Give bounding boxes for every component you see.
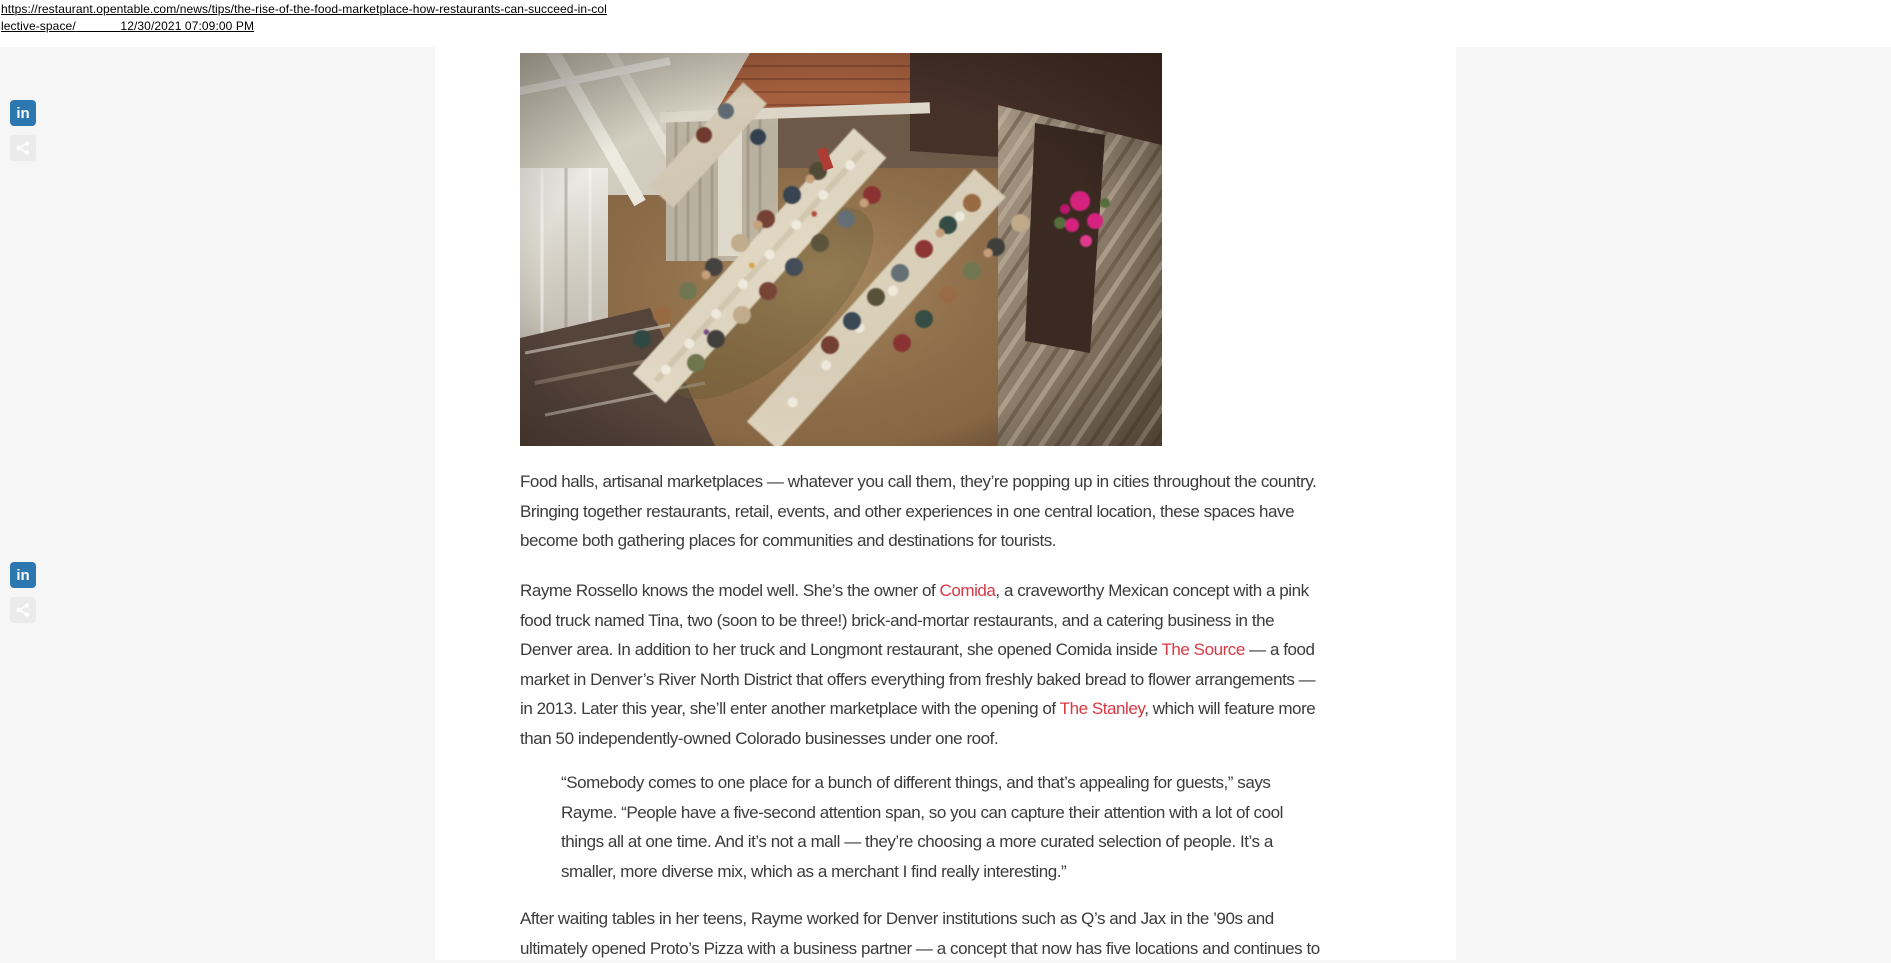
linkedin-icon: in bbox=[16, 104, 30, 122]
linkedin-share-button[interactable] bbox=[10, 100, 36, 126]
print-header bbox=[0, 0, 1891, 47]
hero-image bbox=[520, 53, 1162, 446]
share-button[interactable] bbox=[10, 597, 36, 623]
linkedin-icon: in bbox=[16, 566, 30, 584]
paragraph-text-segment: — a food market in Denver’s River North District that offers everything from freshly baked bread to flower arrangements — in 2013. Later this year, she’ll enter another marketplace with the opening of bbox=[520, 640, 1316, 719]
header-timestamp: 12/30/2021 07:09:00 PM bbox=[120, 19, 255, 33]
food-hall-photo-illustration bbox=[520, 53, 1162, 446]
paragraph-text-segment: Rayme Rossello knows the model well. She’s the owner of bbox=[520, 581, 940, 600]
header-url-line-2 bbox=[1, 19, 254, 33]
link-the-source[interactable]: The Source bbox=[1161, 640, 1245, 660]
share-nodes-icon bbox=[15, 140, 31, 156]
share-nodes-icon bbox=[15, 602, 31, 618]
paragraph-text-segment: , which will feature more than 50 independently-owned Colorado businesses under one roof. bbox=[520, 699, 1316, 748]
paragraph-history: After waiting tables in her teens, Rayme worked for Denver institutions such as Q’s and Jax in the ’90s and ultimately opened Proto’s Pizza with a business partner — a concept that now has five locations and continues to bbox=[520, 909, 1320, 958]
header-tab-gap bbox=[76, 19, 121, 33]
header-url-line-1: https://restaurant.opentable.com/news/tips/the-rise-of-the-food-marketplace-how-restaurants-can-succeed-in-col bbox=[1, 2, 607, 16]
pull-quote: “Somebody comes to one place for a bunch of different things, and that’s appealing for guests,” says Rayme. “People have a five-second attention span, so you can capture their attention with a lot of cool things all at one time. And it’s not a mall — they’re choosing a more curated selection of people. It’s a smaller, more diverse mix, which as a merchant I find really interesting.” bbox=[561, 773, 1283, 881]
paragraph-food-halls: Food halls, artisanal marketplaces — whatever you call them, they’re popping up in cities throughout the country. Bringing together restaurants, retail, events, and other experiences in one central location, these spaces have become both gathering places for communities and destinations for tourists. bbox=[520, 472, 1317, 551]
share-button[interactable] bbox=[10, 135, 36, 161]
paragraph-text-segment: , a craveworthy Mexican concept with a pink food truck named Tina, two (soon to be three!) brick-and-mortar restaurants, and a catering business in the Denver area. In addition to her truck and Longmont restaurant, she opened Comida inside bbox=[520, 581, 1309, 660]
paragraph-rayme bbox=[520, 576, 1456, 754]
linkedin-share-button[interactable] bbox=[10, 562, 36, 588]
article-content bbox=[435, 47, 1456, 960]
link-comida[interactable]: Comida bbox=[939, 581, 996, 600]
header-url-line-2-path: lective-space/ bbox=[1, 19, 76, 33]
link-the-stanley[interactable]: The Stanley bbox=[1059, 699, 1145, 719]
